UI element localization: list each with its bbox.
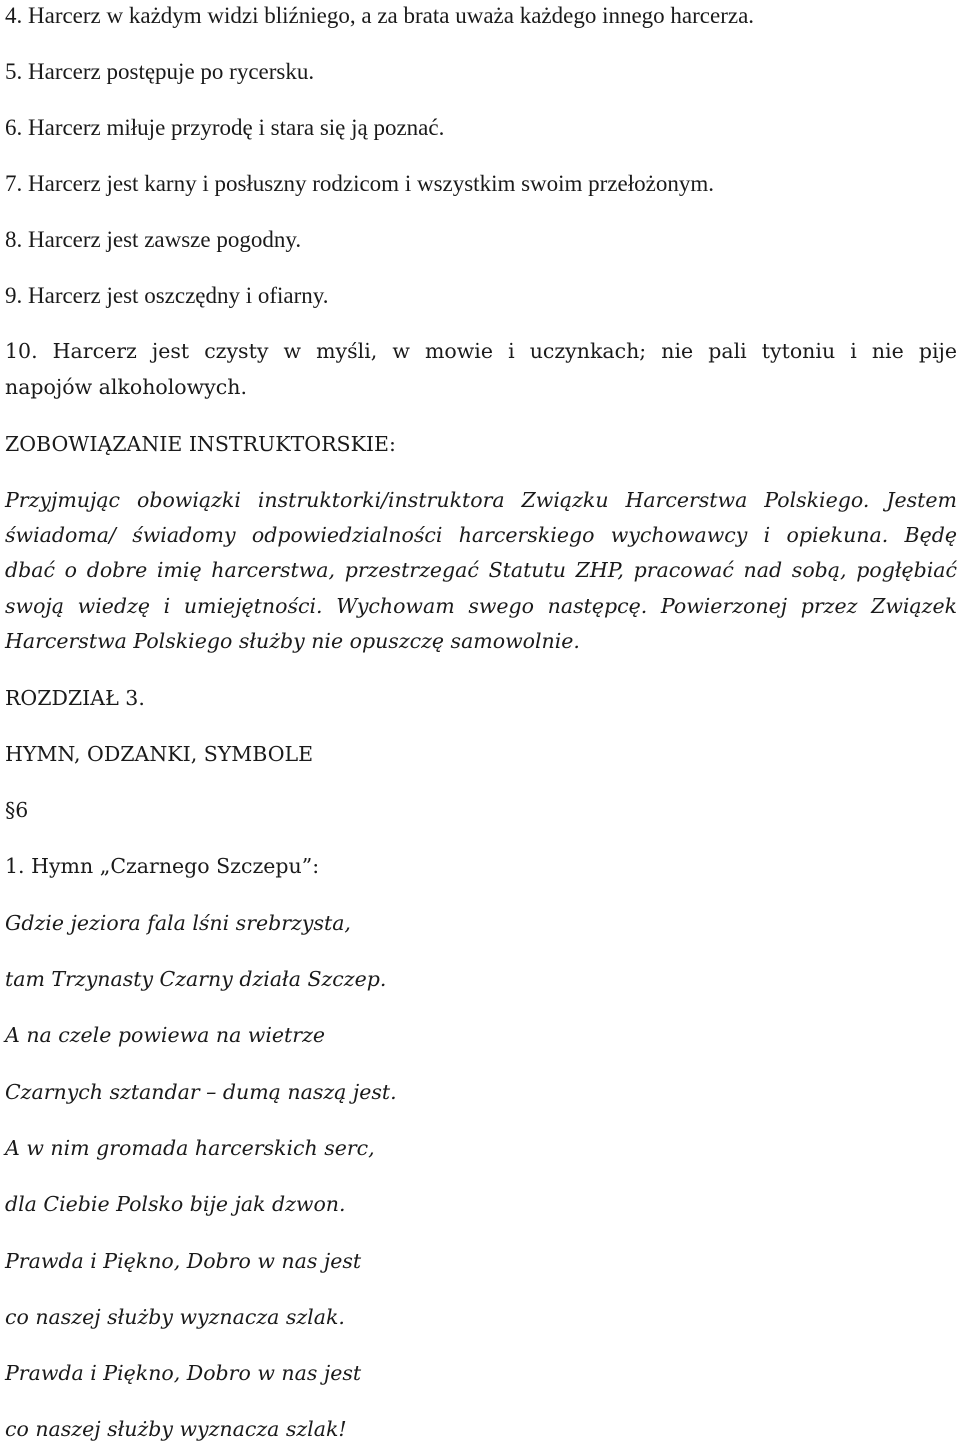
scout-law-item-10-line-2: napojów alkoholowych. (5, 375, 247, 399)
instructor-pledge-line-2: świadoma/ świadomy odpowiedzialności harcerskiego wychowawcy i opiekuna. Będę (5, 523, 957, 547)
instructor-pledge-line-4: swoją wiedzę i umiejętności. Wychowam swego następcę. Powierzonej przez Związek (5, 594, 957, 618)
chapter-label: ROZDZIAŁ 3. (5, 686, 145, 710)
hymn-lyric-line-5: A w nim gromada harcerskich serc, (5, 1136, 375, 1160)
hymn-lyric-line-1: Gdzie jeziora fala lśni srebrzysta, (5, 911, 351, 935)
hymn-lyric-line-2: tam Trzynasty Czarny działa Szczep. (5, 967, 387, 991)
section-mark: §6 (5, 798, 29, 822)
scout-law-item-10-line-1: 10. Harcerz jest czysty w myśli, w mowie i uczynkach; nie pali tytoniu i nie pije (5, 339, 957, 363)
chapter-title: HYMN, ODZANKI, SYMBOLE (5, 742, 314, 766)
scout-law-item-6: 6. Harcerz miłuje przyrodę i stara się ją poznać. (5, 115, 445, 140)
instructor-pledge-line-1: Przyjmując obowiązki instruktorki/instruktora Związku Harcerstwa Polskiego. Jestem (5, 488, 957, 512)
hymn-lyric-line-8: co naszej służby wyznacza szlak. (5, 1305, 345, 1329)
instructor-pledge-line-3: dbać o dobre imię harcerstwa, przestrzegać Statutu ZHP, pracować nad sobą, pogłębiać (5, 558, 957, 582)
scout-law-item-9: 9. Harcerz jest oszczędny i ofiarny. (5, 283, 329, 308)
hymn-lyric-line-3: A na czele powiewa na wietrze (5, 1023, 326, 1047)
scout-law-item-8: 8. Harcerz jest zawsze pogodny. (5, 227, 302, 252)
scout-law-item-7: 7. Harcerz jest karny i posłuszny rodzicom i wszystkim swoim przełożonym. (5, 171, 715, 196)
scout-law-item-4: 4. Harcerz w każdym widzi bliźniego, a za brata uważa każdego innego harcerza. (5, 3, 755, 28)
hymn-heading: 1. Hymn „Czarnego Szczepu”: (5, 854, 320, 878)
scout-law-item-5: 5. Harcerz postępuje po rycersku. (5, 59, 315, 84)
hymn-lyric-line-9: Prawda i Piękno, Dobro w nas jest (5, 1361, 362, 1385)
hymn-lyric-line-6: dla Ciebie Polsko bije jak dzwon. (5, 1192, 346, 1216)
hymn-lyric-line-10: co naszej służby wyznacza szlak! (5, 1417, 347, 1441)
hymn-lyric-line-7: Prawda i Piękno, Dobro w nas jest (5, 1249, 362, 1273)
hymn-lyric-line-4: Czarnych sztandar – dumą naszą jest. (5, 1080, 397, 1104)
instructor-pledge-line-5: Harcerstwa Polskiego służby nie opuszczę samowolnie. (5, 629, 580, 653)
instructor-pledge-heading: ZOBOWIĄZANIE INSTRUKTORSKIE: (5, 432, 396, 456)
